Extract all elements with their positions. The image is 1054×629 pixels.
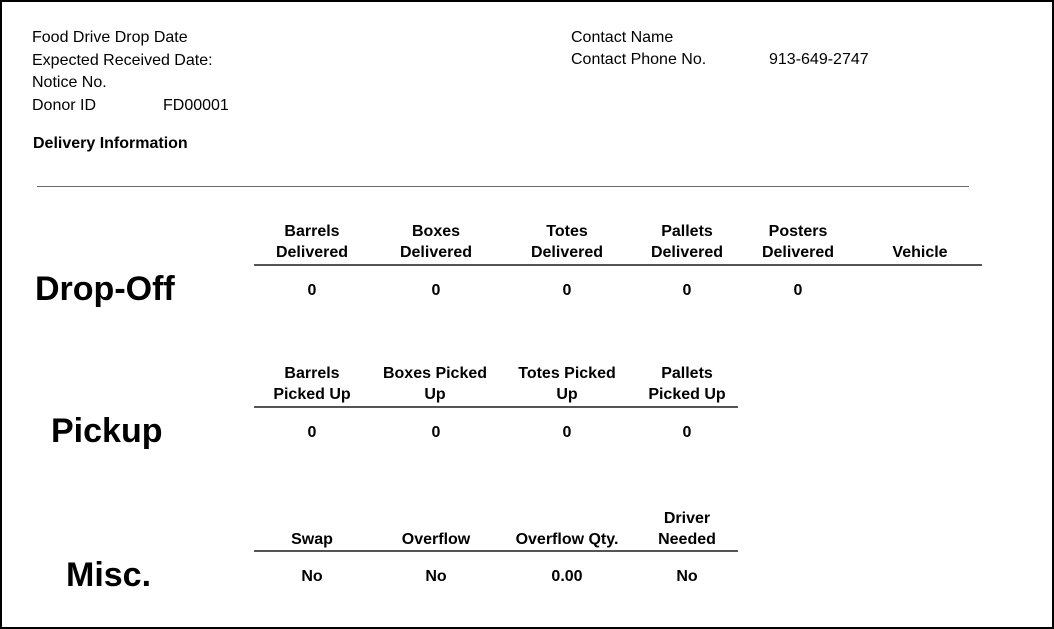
dropoff-value-pallets: 0 xyxy=(682,282,692,299)
misc-header-overflow: Overflow xyxy=(401,531,471,548)
misc-header-swap: Swap xyxy=(291,531,333,548)
pickup-title: Pickup xyxy=(51,412,163,450)
dropoff-value-totes: 0 xyxy=(562,282,572,299)
pickup-header-boxes: Boxes Picked Up xyxy=(382,365,488,403)
contact-phone-label: Contact Phone No. xyxy=(571,51,707,68)
expected-received-date-label: Expected Received Date: xyxy=(32,52,213,69)
donor-id-label: Donor ID xyxy=(32,97,97,114)
pickup-header-barrels: Barrels Picked Up xyxy=(273,365,351,403)
dropoff-header-pallets: Pallets Delivered xyxy=(650,223,724,261)
notice-no-label: Notice No. xyxy=(32,74,107,91)
misc-header-overflow-qty: Overflow Qty. xyxy=(515,531,619,548)
dropoff-header-rule xyxy=(254,264,982,266)
dropoff-header-boxes: Boxes Delivered xyxy=(399,223,473,261)
pickup-header-pallets: Pallets Picked Up xyxy=(648,365,726,403)
misc-value-driver-needed: No xyxy=(676,568,698,585)
pickup-value-pallets: 0 xyxy=(682,424,692,441)
misc-value-overflow: No xyxy=(425,568,447,585)
contact-name-label: Contact Name xyxy=(571,29,674,46)
header-divider xyxy=(37,186,969,187)
misc-title: Misc. xyxy=(66,556,152,594)
delivery-information-label: Delivery Information xyxy=(33,135,188,152)
misc-value-overflow-qty: 0.00 xyxy=(551,568,583,585)
misc-header-rule xyxy=(254,550,738,552)
pickup-value-totes: 0 xyxy=(562,424,572,441)
pickup-header-totes: Totes Picked Up xyxy=(518,365,616,403)
dropoff-title: Drop-Off xyxy=(35,270,175,308)
dropoff-header-posters: Posters Delivered xyxy=(761,223,835,261)
dropoff-header-vehicle: Vehicle xyxy=(892,244,948,261)
misc-value-swap: No xyxy=(301,568,323,585)
dropoff-value-posters: 0 xyxy=(793,282,803,299)
pickup-value-barrels: 0 xyxy=(307,424,317,441)
dropoff-value-barrels: 0 xyxy=(307,282,317,299)
contact-phone-value: 913-649-2747 xyxy=(769,51,869,68)
dropoff-value-vehicle xyxy=(870,282,970,300)
donor-id-value: FD00001 xyxy=(163,97,229,114)
misc-header-driver-needed: Driver Needed xyxy=(658,510,716,548)
dropoff-header-totes: Totes Delivered xyxy=(530,223,604,261)
food-drive-drop-date-label: Food Drive Drop Date xyxy=(32,29,188,46)
pickup-header-rule xyxy=(254,406,738,408)
pickup-value-boxes: 0 xyxy=(431,424,441,441)
dropoff-value-boxes: 0 xyxy=(431,282,441,299)
dropoff-header-barrels: Barrels Delivered xyxy=(275,223,349,261)
